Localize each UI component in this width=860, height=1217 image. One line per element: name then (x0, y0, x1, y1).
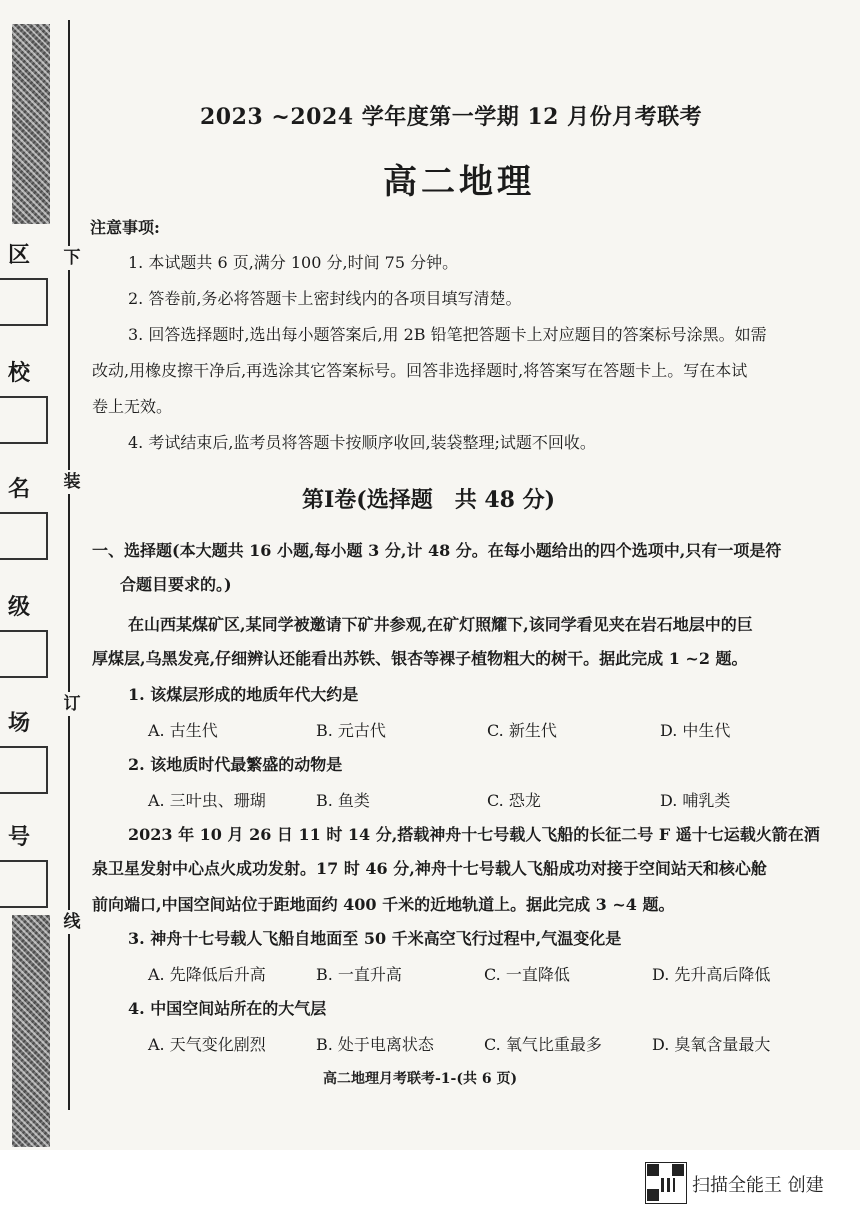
field-name-label: 名 (8, 476, 31, 502)
binding-char-xian: 线 (60, 910, 84, 934)
section-instruction-line-2: 合题目要求的。) (120, 575, 232, 594)
binding-pattern-bottom (12, 915, 50, 1147)
binding-pattern-top (12, 24, 50, 224)
question-4-option-c[interactable]: C. 氧气比重最多 (484, 1035, 602, 1054)
field-number-box[interactable] (0, 860, 48, 908)
question-1-option-b[interactable]: B. 元古代 (316, 721, 386, 740)
field-district-label: 区 (8, 242, 31, 268)
notice-item-4: 4. 考试结束后,监考员将答题卡按顺序收回,装袋整理;试题不回收。 (128, 433, 596, 452)
exam-title: 2023 ~2024 学年度第一学期 12 月份月考联考 (200, 104, 703, 130)
notice-heading: 注意事项: (90, 218, 160, 237)
field-class-label: 级 (8, 594, 31, 620)
question-2-option-a[interactable]: A. 三叶虫、珊瑚 (148, 791, 266, 810)
question-4-option-b[interactable]: B. 处于电离状态 (316, 1035, 434, 1054)
question-1-option-c[interactable]: C. 新生代 (487, 721, 557, 740)
question-1-stem: 1. 该煤层形成的地质年代大约是 (128, 685, 359, 704)
field-school-box[interactable] (0, 396, 48, 444)
question-3-option-a[interactable]: A. 先降低后升高 (148, 965, 266, 984)
binding-line (68, 20, 70, 1110)
field-room-box[interactable] (0, 746, 48, 794)
question-1-option-d[interactable]: D. 中生代 (660, 721, 731, 740)
question-2-option-b[interactable]: B. 鱼类 (316, 791, 370, 810)
passage-1-line-2: 厚煤层,乌黑发亮,仔细辨认还能看出苏铁、银杏等裸子植物粗大的树干。据此完成 1 ~2 题。 (92, 649, 748, 668)
passage-2-line-3: 前向端口,中国空间站位于距地面约 400 千米的近地轨道上。据此完成 3 ~4 题。 (92, 895, 675, 914)
page-footer: 高二地理月考联考-1-(共 6 页) (323, 1071, 518, 1087)
notice-item-2: 2. 答卷前,务必将答题卡上密封线内的各项目填写清楚。 (128, 289, 522, 308)
binding-char-zhuang: 装 (60, 470, 84, 494)
field-district-box[interactable] (0, 278, 48, 326)
field-number-label: 号 (8, 824, 31, 850)
subject-title: 高二地理 (383, 162, 535, 202)
field-room-label: 场 (8, 710, 31, 736)
binding-char-ding: 订 (60, 692, 84, 716)
field-class-box[interactable] (0, 630, 48, 678)
binding-char-xia: 下 (60, 246, 84, 270)
notice-item-1: 1. 本试题共 6 页,满分 100 分,时间 75 分钟。 (128, 253, 459, 272)
question-3-option-b[interactable]: B. 一直升高 (316, 965, 402, 984)
passage-2-line-2: 泉卫星发射中心点火成功发射。17 时 46 分,神舟十七号载人飞船成功对接于空间站天和核心舱 (92, 859, 767, 878)
scanner-brand: 扫描全能王 创建 (692, 1175, 824, 1196)
notice-item-3-line-1: 3. 回答选择题时,选出每小题答案后,用 2B 铅笔把答题卡上对应题目的答案标号涂黑。如需 (128, 325, 767, 344)
qr-code-icon (645, 1162, 687, 1204)
passage-1-line-1: 在山西某煤矿区,某同学被邀请下矿井参观,在矿灯照耀下,该同学看见夹在岩石地层中的巨 (128, 615, 753, 634)
field-name-box[interactable] (0, 512, 48, 560)
notice-item-3-line-2: 改动,用橡皮擦干净后,再选涂其它答案标号。回答非选择题时,将答案写在答题卡上。写在本试 (92, 361, 748, 380)
section-instruction-line-1: 一、选择题(本大题共 16 小题,每小题 3 分,计 48 分。在每小题给出的四个选项中,只有一项是符 (92, 541, 782, 560)
field-school-label: 校 (8, 360, 31, 386)
question-2-option-d[interactable]: D. 哺乳类 (660, 791, 731, 810)
question-3-stem: 3. 神舟十七号载人飞船自地面至 50 千米高空飞行过程中,气温变化是 (128, 929, 622, 948)
question-3-option-c[interactable]: C. 一直降低 (484, 965, 570, 984)
question-3-option-d[interactable]: D. 先升高后降低 (652, 965, 771, 984)
question-4-option-d[interactable]: D. 臭氧含量最大 (652, 1035, 771, 1054)
passage-2-line-1: 2023 年 10 月 26 日 11 时 14 分,搭载神舟十七号载人飞船的长征二号 F 遥十七运载火箭在酒 (128, 825, 820, 844)
question-4-option-a[interactable]: A. 天气变化剧烈 (148, 1035, 266, 1054)
notice-item-3-line-3: 卷上无效。 (92, 397, 173, 416)
question-1-option-a[interactable]: A. 古生代 (148, 721, 218, 740)
question-4-stem: 4. 中国空间站所在的大气层 (128, 999, 327, 1018)
question-2-option-c[interactable]: C. 恐龙 (487, 791, 541, 810)
question-2-stem: 2. 该地质时代最繁盛的动物是 (128, 755, 343, 774)
section-heading: 第Ⅰ卷(选择题 共 48 分) (302, 487, 556, 513)
